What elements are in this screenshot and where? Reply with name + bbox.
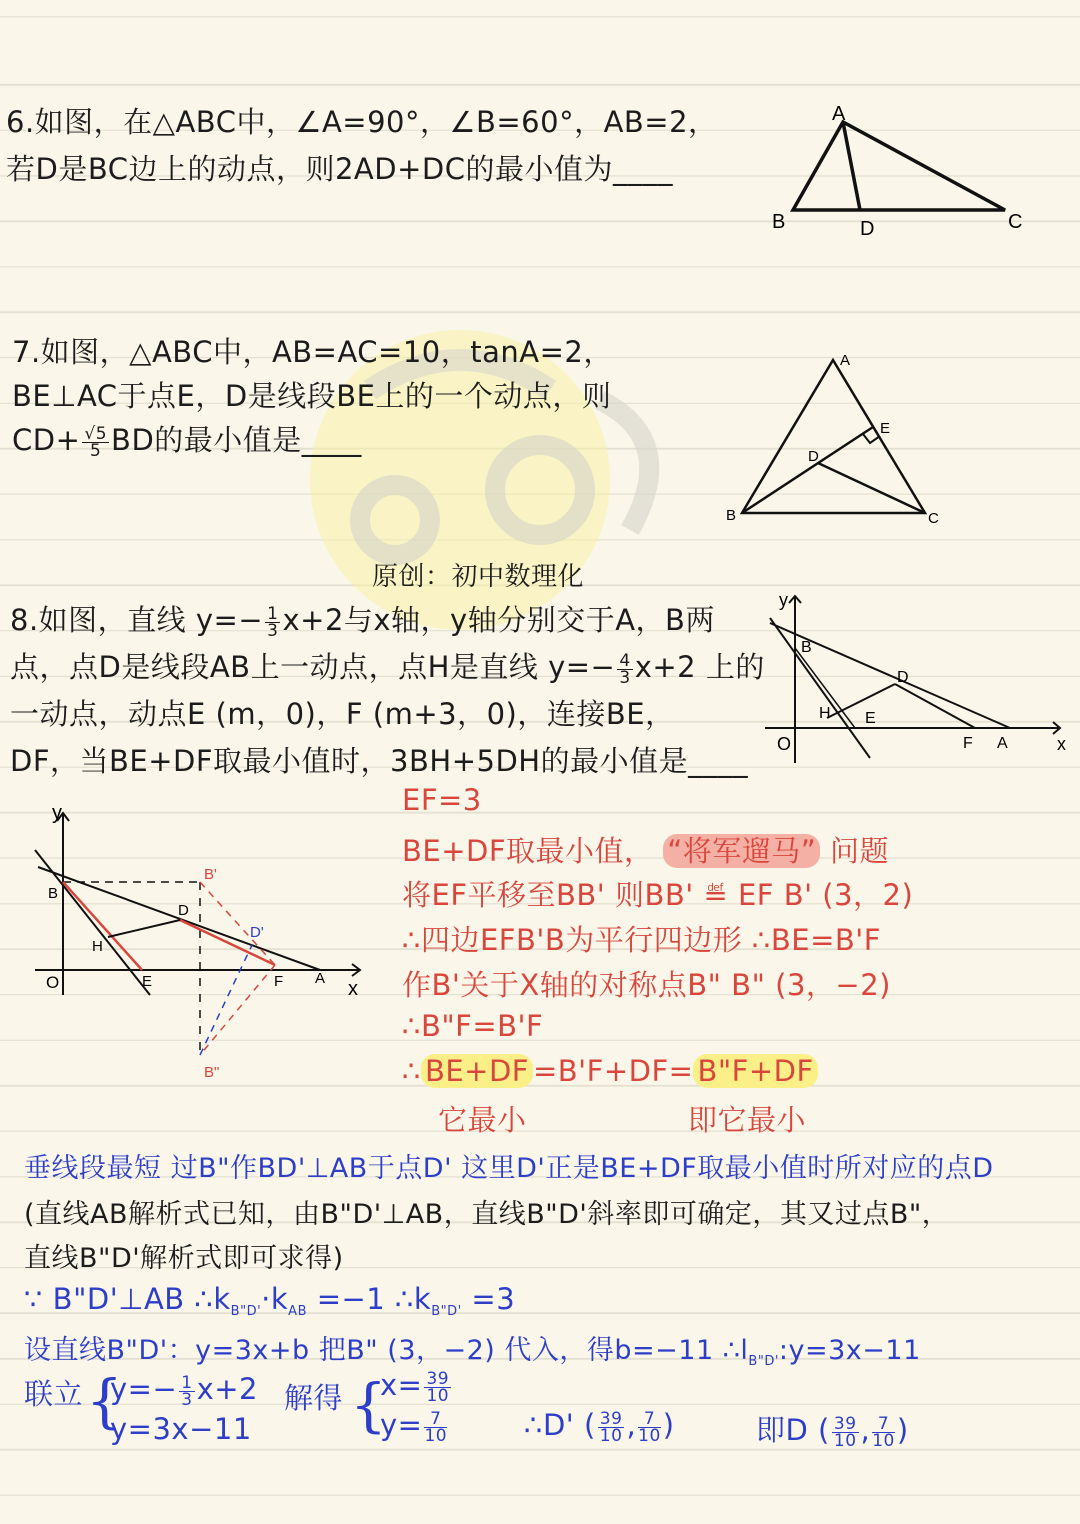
blue-note-4d: =3 [461,1282,516,1316]
blue-note-4a: ∵ B"D'⊥AB ∴k [24,1282,231,1316]
sol-label-d: D [178,902,189,919]
point-dprime-x-num: 39 [599,1408,623,1429]
solution-x-num: 39 [426,1368,450,1389]
q8-fraction-1 [265,603,280,641]
system-eq1-frac-num: 1 [181,1372,193,1393]
q7-label-a: A [840,352,851,369]
q8-frac2-den: 3 [619,667,631,688]
sol-label-e: E [142,973,153,990]
red-note-8a: 它最小 [438,1103,527,1137]
sol-label-o: O [46,973,60,992]
blue-note-4b: ·k [261,1282,289,1316]
highlight-be-df: BE+DF [421,1054,533,1088]
q8-label-b: B [801,639,812,656]
red-note-7b: =B'F+DF= [532,1054,694,1088]
q8-figure [755,588,1075,768]
solution-x-den: 10 [426,1385,450,1406]
solution-y-den: 10 [424,1425,448,1446]
system-eq1-a: y=− [110,1372,178,1406]
solution-x-frac [424,1368,451,1406]
q8-line1-a: 8.如图，直线 y=− [10,603,264,637]
solution-y [380,1408,449,1444]
point-d-y [872,1413,895,1451]
red-note-4: ∴四边EFB'B为平行四边形 ∴BE=B'F [402,923,881,957]
q6-label-d: D [860,218,875,240]
q8-line2-a: 点，点D是线段AB上一动点，点H是直线 y=− [10,650,616,684]
watermark-label: 原创：初中数理化 [372,562,585,592]
solution-x-a: x= [380,1368,423,1402]
blue-note-2: (直线AB解析式已知，由B"D'⊥AB，直线B"D'斜率即可确定，其又过点B"， [24,1199,950,1230]
q8-line4: DF，当BE+DF取最小值时，3BH+5DH的最小值是____ [10,744,749,778]
system-eq1-frac [179,1372,194,1410]
system-eq1-frac-den: 3 [181,1389,193,1410]
point-d-y-num: 7 [872,1416,895,1433]
q7-frac-num: √5 [84,423,108,444]
red-note-2 [402,829,889,870]
q6-line2: 若D是BC边上的动点，则2AD+DC的最小值为____ [6,152,673,186]
sol-label-x: x [348,978,358,1000]
q8-frac1-den: 3 [267,620,279,641]
q8-label-a: A [997,735,1008,752]
q8-label-y: y [779,590,788,610]
q7-line3 [12,418,362,459]
red-note-8b: 即它最小 [688,1103,807,1137]
sol-label-bdoubleprime: B" [204,1064,220,1081]
q7-label-e: E [880,420,891,437]
q8-label-x: x [1057,734,1066,754]
q6-label-a: A [832,103,846,125]
q7-label-c: C [928,510,939,527]
blue-note-1: 垂线段最短 过B"作BD'⊥AB于点D' 这里D'正是BE+DF取最小值时所对应的点D [24,1153,994,1184]
blue-note-5 [24,1328,921,1369]
sol-label-dprime: D' [250,924,264,941]
blue-note-5a: 设直线B"D'：y=3x+b 把B" (3，−2) 代入，得b=−11 ∴l [24,1335,749,1366]
system-brace-left: { [86,1367,124,1435]
q7-line3-post: BD的最小值是____ [111,423,362,457]
highlight-general-horse: “将军遛马” [663,834,820,868]
system-eq2: y=3x−11 [110,1412,252,1446]
q6-label-b: B [772,211,786,233]
q8-line1-b: x+2与x轴，y轴分别交于A，B两 [282,603,715,637]
solve-label: 解得 [284,1381,344,1415]
solution-y-a: y= [380,1408,423,1442]
q8-label-f: F [963,735,973,752]
sol-label-y: y [52,802,62,824]
q7-label-d: D [808,448,819,465]
q7-fraction [82,423,109,461]
point-d-a: 即D ( [756,1413,830,1447]
blue-note-4 [24,1282,515,1319]
point-dprime-a: ∴D' ( [524,1408,596,1442]
red-note-7a: ∴ [402,1054,421,1088]
q8-label-e: E [865,710,876,727]
q7-line3-pre: CD+ [12,423,81,457]
blue-note-5b: :y=3x−11 [778,1335,921,1366]
q7-triangle-figure [720,345,960,535]
red-note-5: 作B'关于X轴的对称点B" B" (3，−2) [402,968,891,1002]
point-dprime-x [598,1408,625,1446]
blue-note-4-sub1: B"D' [230,1304,262,1319]
highlight-bf-df: B"F+DF [693,1054,817,1088]
q8-label-d: D [897,669,909,686]
red-note-6: ∴B"F=B'F [402,1009,544,1043]
blue-note-4-sub3: B"D' [431,1304,462,1319]
point-dprime-y [638,1408,661,1446]
system-label: 联立 [24,1377,84,1411]
point-d: 即D ( $\frac{39}{10}$ , $\frac{7}{10}$ ) [756,1413,909,1451]
solution-y-frac [424,1408,448,1446]
blue-note-4-sub2: AB [288,1304,307,1319]
q8-line2-b: x+2 上的 [634,650,765,684]
q6-line1: 6.如图，在△ABC中，∠A=90°，∠B=60°，AB=2， [6,105,718,139]
q8-line3: 一动点，动点E (m，0)，F (m+3，0)，连接BE， [10,697,675,731]
point-dprime-y-num: 7 [638,1411,661,1428]
q8-frac1-num: 1 [267,603,279,624]
q7-line1: 7.如图，△ABC中，AB=AC=10，tanA=2， [12,335,613,369]
solution-brace-left: { [350,1371,388,1439]
red-note-3: 将EF平移至BB' 则BB' ≝ EF B' (3，2) [402,878,914,912]
q8-label-o: O [777,734,792,754]
blue-note-4c: =−1 ∴k [306,1282,432,1316]
sol-label-f: F [274,973,284,990]
q8-line2 [10,645,765,686]
point-d-x [832,1413,859,1451]
blue-note-5-sub: B"D' [748,1354,779,1369]
point-d-x-den: 10 [833,1430,857,1451]
point-dprime-x-den: 10 [599,1425,623,1446]
solution-figure [30,802,380,1090]
q8-frac2-num: 4 [619,650,631,671]
q8-label-h: H [819,705,831,722]
point-dprime: ∴D' ( $\frac{39}{10}$ , $\frac{7}{10}$ ) [524,1408,675,1446]
point-dprime-y-den: 10 [638,1425,661,1446]
blue-note-3: 直线B"D'解析式即可求得) [24,1243,344,1274]
q6-label-c: C [1008,211,1023,233]
q7-label-b: B [726,507,737,524]
sol-label-a: A [315,970,326,987]
q8-line1 [10,598,715,639]
q7-frac-den: 5 [90,440,102,461]
point-d-y-den: 10 [872,1430,895,1451]
solution-y-num: 7 [424,1411,447,1428]
q8-fraction-2 [617,650,632,688]
q6-triangle-figure [760,100,1060,240]
point-d-x-num: 39 [833,1413,857,1434]
red-note-7 [402,1054,818,1088]
red-note-1: EF=3 [402,783,482,817]
red-note-2a: BE+DF取最小值， [402,834,654,868]
sol-label-b: B [48,885,59,902]
system-eq1-b: x+2 [196,1372,259,1406]
sol-label-h: H [92,938,103,955]
sol-label-bprime: B' [204,866,217,883]
solution-x [380,1368,453,1404]
system-eq1 [110,1372,258,1408]
q7-line2: BE⊥AC于点E，D是线段BE上的一个动点，则 [12,379,612,413]
red-note-2b: 问题 [830,834,890,868]
